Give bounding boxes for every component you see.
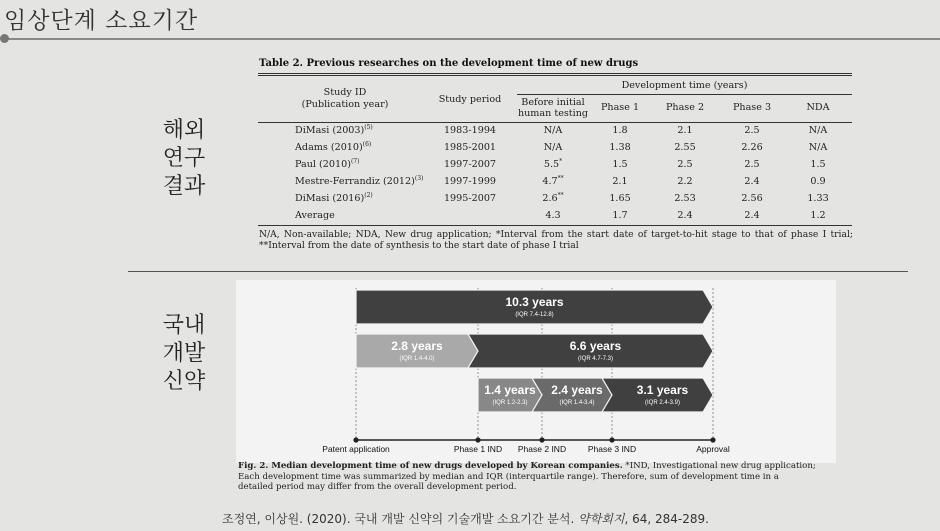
cell-text: 1.38	[609, 142, 631, 153]
table-caption: Table 2. Previous researches on the development time of new drugs	[259, 58, 639, 69]
cell-text: N/A	[808, 142, 828, 153]
figure-caption-title: Fig. 2. Median development time of new drugs developed by Korean companies.	[238, 461, 623, 471]
table-cell-p3	[722, 193, 782, 204]
milestone-label: Approval	[696, 444, 730, 454]
table-cell-nda	[788, 210, 848, 221]
slide-title: 임상단계 소요기간	[4, 8, 199, 34]
milestone-dot	[609, 437, 614, 442]
table-cell-before	[515, 142, 591, 153]
cell-text: 1.7	[612, 210, 628, 221]
timeline-bar-duration: 10.3 years	[505, 295, 564, 309]
timeline-bar-duration: 3.1 years	[636, 383, 689, 397]
timeline-bar-iqr: (IQR 1.4-3.4)	[559, 400, 595, 406]
timeline-bar-duration: 6.6 years	[569, 339, 622, 353]
cell-text: DiMasi (2016)	[295, 193, 365, 204]
cell-text: 2.5	[744, 159, 760, 170]
header-study-id: Study ID	[323, 87, 367, 98]
cell-text: 1.2	[810, 210, 826, 221]
figure-caption-text: *IND, Investigational new drug application; Each development time was summarized by median and IQR (interquartile range). Therefore, sum of development time in a detailed period may differ from the overall development period.	[238, 461, 816, 492]
cell-text: 2.4	[677, 210, 693, 221]
table-cell-before	[515, 159, 591, 170]
table-cell-nda	[788, 142, 848, 153]
title-divider-dot	[0, 34, 9, 43]
table-cell-p2	[655, 159, 715, 170]
header-development-time: Development time (years)	[621, 80, 748, 91]
cell-text: 1997-2007	[443, 159, 497, 170]
timeline-bar-iqr: (IQR 1.2-2.3)	[492, 400, 528, 406]
cell-text: 1.65	[609, 193, 631, 204]
table-cell-period	[430, 176, 510, 187]
cell-text: 0.9	[810, 176, 826, 187]
timeline-bar-duration: 1.4 years	[484, 383, 536, 397]
header-before-1: Before initial	[521, 97, 585, 108]
milestone-label: Phase 3 IND	[587, 444, 637, 454]
table-cell-before	[515, 176, 591, 187]
table-cell-p1	[590, 125, 650, 136]
figure-caption	[238, 461, 816, 493]
table-cell-p2	[655, 193, 715, 204]
timeline-bar-duration: 2.8 years	[391, 339, 443, 353]
cell-text: Mestre-Ferrandiz (2012)	[295, 176, 415, 187]
header-before-2: human testing	[517, 108, 589, 119]
table-cell-p1	[590, 159, 650, 170]
table-cell-nda	[788, 159, 848, 170]
cell-text: 2.56	[741, 193, 763, 204]
citation-authors: 조정연, 이상원. (2020). 국내 개발 신약의 기술개발 소요기간 분석.	[222, 512, 579, 526]
milestone-dot	[353, 437, 358, 442]
table-cell-nda	[788, 176, 848, 187]
cell-text: Paul (2010)	[295, 159, 351, 170]
cell-superscript: (2)	[364, 191, 373, 199]
table-cell-p3	[722, 176, 782, 187]
cell-text: 2.4	[744, 210, 760, 221]
dev-time-rule	[517, 94, 852, 95]
cell-text: 1983-1994	[443, 125, 497, 136]
citation-rest: , 64, 284-289.	[624, 512, 709, 526]
cell-text: 1997-1999	[443, 176, 497, 187]
cell-text: N/A	[808, 125, 828, 136]
table-cell-p3	[722, 125, 782, 136]
cell-text: 2.6	[542, 193, 558, 204]
cell-text: 1.5	[810, 159, 826, 170]
table-top-rule	[258, 73, 852, 74]
cell-superscript: (7)	[350, 157, 360, 165]
cell-text: DiMasi (2003)	[295, 125, 365, 136]
table-cell-p1	[590, 142, 650, 153]
table-cell-p1	[590, 176, 650, 187]
table-cell-p2	[655, 176, 715, 187]
cell-text: Adams (2010)	[295, 142, 363, 153]
title-divider	[6, 38, 940, 40]
cell-text: 2.26	[741, 142, 763, 153]
table-cell-p1	[590, 193, 650, 204]
table-cell-before	[515, 210, 591, 221]
cell-text: 4.3	[545, 210, 561, 221]
header-nda: NDA	[806, 102, 830, 113]
table-cell-before	[515, 193, 591, 204]
cell-text: 5.5	[543, 159, 560, 170]
table-top-rule-2	[258, 75, 852, 76]
cell-superscript: (5)	[364, 123, 373, 131]
cell-text: 2.53	[674, 193, 696, 204]
table-cell-period	[430, 142, 510, 153]
table-cell-period	[430, 125, 510, 136]
cell-text: 2.1	[677, 125, 693, 136]
cell-text: 1.8	[612, 125, 628, 136]
timeline-bar-iqr: (IQR 2.4-3.9)	[644, 400, 681, 406]
cell-text: 1985-2001	[443, 142, 497, 153]
timeline-bar-iqr: (IQR 1.4-4.0)	[399, 356, 435, 362]
milestone-label: Phase 1 IND	[453, 444, 503, 454]
timeline-svg	[236, 280, 836, 463]
cell-superscript: *	[559, 157, 563, 165]
cell-superscript: (6)	[362, 140, 372, 148]
cell-text: 2.5	[744, 125, 760, 136]
section-divider	[128, 271, 908, 272]
cell-superscript: **	[557, 174, 564, 182]
table-cell-nda	[788, 125, 848, 136]
cell-text: 2.5	[677, 159, 693, 170]
header-study-id-sub: (Publication year)	[301, 99, 389, 110]
table-cell-p2	[655, 210, 715, 221]
milestone-label: Phase 2 IND	[517, 444, 567, 454]
header-phase-3: Phase 3	[732, 102, 772, 113]
cell-superscript: (3)	[414, 174, 424, 182]
timeline-bar-iqr: (IQR 4.7-7.3)	[577, 356, 614, 362]
section-label-domestic: 국내 개발 신약	[162, 313, 206, 394]
header-rule	[258, 122, 852, 123]
table-cell-p3	[722, 159, 782, 170]
timeline-figure	[236, 280, 836, 463]
table-cell-p2	[655, 125, 715, 136]
citation	[222, 510, 709, 527]
cell-text: N/A	[543, 142, 563, 153]
table-cell-period	[430, 193, 510, 204]
milestone-dot	[475, 437, 480, 442]
timeline-bar-duration: 2.4 years	[551, 383, 603, 397]
header-phase-2: Phase 2	[665, 102, 705, 113]
table-cell-p3	[722, 210, 782, 221]
cell-text: 4.7	[542, 176, 558, 187]
header-study-period: Study period	[438, 94, 502, 105]
milestone-dot	[710, 437, 715, 442]
table-cell-p2	[655, 142, 715, 153]
table-cell-period	[430, 159, 510, 170]
table-cell-before	[515, 125, 591, 136]
table-cell-p3	[722, 142, 782, 153]
section-label-overseas: 해외 연구 결과	[162, 118, 206, 199]
cell-text: 2.2	[677, 176, 693, 187]
cell-text: 2.4	[744, 176, 760, 187]
milestone-label: Patent application	[322, 444, 390, 454]
cell-text: 2.55	[674, 142, 696, 153]
header-phase-1: Phase 1	[600, 102, 640, 113]
table-cell-nda	[788, 193, 848, 204]
citation-journal: 약학회지	[578, 512, 625, 526]
milestone-dot	[539, 437, 544, 442]
cell-text: 1.5	[612, 159, 628, 170]
table-cell-p1	[590, 210, 650, 221]
cell-text: 1995-2007	[443, 193, 497, 204]
cell-superscript: **	[557, 191, 564, 199]
table-bottom-rule	[258, 225, 852, 226]
cell-text: 1.33	[807, 193, 829, 204]
table-cell-study	[295, 210, 455, 221]
cell-text: 2.1	[612, 176, 628, 187]
table-footnote: N/A, Non-available; NDA, New drug application; *Interval from the start date of target-to-hit stage to that of phase I trial; **Interval from the date of synthesis to the start date of phase I trial	[259, 229, 853, 251]
cell-text: Average	[295, 210, 335, 221]
timeline-bar-iqr: (IQR 7.4-12.8)	[515, 312, 554, 318]
cell-text: N/A	[543, 125, 563, 136]
